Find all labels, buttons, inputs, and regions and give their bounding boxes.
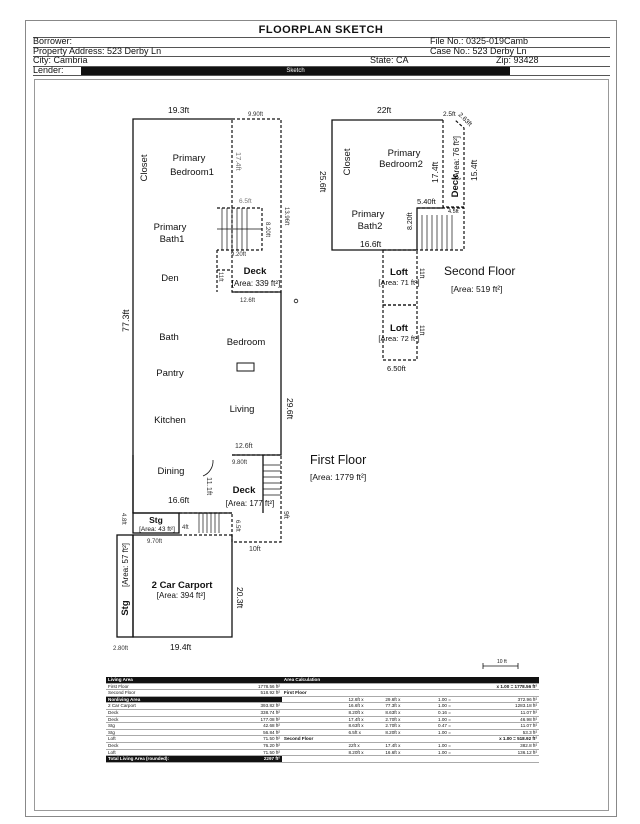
calc-cell-r1 bbox=[282, 683, 347, 690]
document-title: FLOORPLAN SKETCH bbox=[258, 24, 384, 36]
calc-cell-l1: Loft bbox=[106, 749, 232, 756]
calc-cell-r5: 1283.18 ft² bbox=[453, 703, 539, 710]
calc-row bbox=[106, 716, 539, 723]
calc-cell-l1: Deck bbox=[106, 742, 232, 749]
dim-ff-top: 19.3ft bbox=[168, 105, 190, 115]
room-loft-1: Loft bbox=[390, 267, 408, 278]
calc-cell-l1: Stg bbox=[106, 729, 232, 736]
dim-ff-203: 20.3ft bbox=[235, 587, 245, 609]
room-dining: Dining bbox=[157, 466, 185, 477]
calc-cell-r2: 22ft x bbox=[346, 742, 383, 749]
calc-cell-r4: 1.00 = bbox=[420, 696, 453, 703]
calc-row bbox=[106, 696, 539, 703]
borrower-label: Borrower: bbox=[33, 36, 73, 46]
calc-cell-l1: Deck bbox=[106, 709, 232, 716]
calc-cell-r3: 8.63ft x bbox=[383, 709, 420, 716]
calc-cell-r3 bbox=[383, 683, 420, 690]
calc-cell-r2 bbox=[346, 736, 383, 743]
room-den: Den bbox=[161, 273, 179, 284]
calc-body bbox=[106, 677, 539, 762]
calc-cell-l2: 177.08 ft² bbox=[232, 716, 282, 723]
room-closet-1: Closet bbox=[139, 154, 150, 182]
calc-cell-r1 bbox=[282, 723, 347, 730]
calc-cell-r3 bbox=[383, 690, 420, 697]
calc-row bbox=[106, 736, 539, 743]
calc-cell-r4: 1.00 = bbox=[420, 716, 453, 723]
dim-ff-820: 8.20ft bbox=[264, 222, 270, 238]
calc-cell-r4: 0.16 = bbox=[420, 709, 453, 716]
dim-ff-11: 11ft bbox=[217, 272, 223, 282]
calc-cell-r2 bbox=[346, 690, 383, 697]
dim-ff-65: 6.5ft bbox=[239, 198, 252, 205]
room-stg: Stg bbox=[149, 515, 163, 525]
calc-cell-l2 bbox=[232, 696, 282, 703]
file-no: File No.: 0325-019Camb bbox=[430, 36, 529, 46]
calc-cell-r1: Second Floor bbox=[282, 736, 347, 743]
dim-ff-920: 9.20ft bbox=[231, 252, 247, 258]
calc-cell-r2 bbox=[346, 756, 383, 763]
dim-ff-1396: 13.96ft bbox=[283, 207, 289, 226]
scale-label: 10 ft bbox=[497, 659, 507, 665]
calc-row bbox=[106, 703, 539, 710]
calc-row bbox=[106, 729, 539, 736]
dim-sf-166: 16.6ft bbox=[360, 239, 382, 249]
calc-cell-r4 bbox=[420, 683, 453, 690]
first-floor-wall-east bbox=[229, 292, 281, 455]
dim-sf-154: 15.4ft bbox=[469, 159, 479, 181]
calc-cell-r3: 17.4ft x bbox=[383, 742, 420, 749]
calc-row bbox=[106, 683, 539, 690]
calc-cell-l2: 1778.56 ft² bbox=[232, 683, 282, 690]
fixture-icon bbox=[237, 363, 254, 371]
calc-cell-l1: First Floor bbox=[106, 683, 232, 690]
stairs-first-upper bbox=[217, 208, 262, 250]
dim-ff-990: 9.90ft bbox=[248, 112, 264, 118]
calc-cell-r5: 382.8 ft² bbox=[453, 742, 539, 749]
calc-cell-r4 bbox=[420, 756, 453, 763]
calc-cell-r4: 1.00 = bbox=[420, 703, 453, 710]
calc-cell-l2: 338.74 ft² bbox=[232, 709, 282, 716]
calc-cell-r5: 46.98 ft² bbox=[453, 716, 539, 723]
room-sf-primary-bedroom-line2: Bedroom2 bbox=[379, 159, 423, 170]
zip: Zip: 93428 bbox=[496, 55, 539, 65]
room-kitchen: Kitchen bbox=[154, 415, 186, 426]
dim-sf-45: 4.5ft bbox=[448, 209, 459, 215]
calc-cell-r2: 12.6ft x bbox=[346, 696, 383, 703]
calc-cell-r5 bbox=[453, 690, 539, 697]
calc-cell-r5: x 1.00 = 518.92 ft² bbox=[453, 736, 539, 743]
dim-sf-650: 6.50ft bbox=[387, 364, 406, 373]
room-loft-2-area: [Area: 72 ft²] bbox=[378, 334, 420, 343]
calc-cell-r3: 2.70ft x bbox=[383, 723, 420, 730]
calc-cell-r2: 8.20ft x bbox=[346, 749, 383, 756]
room-primary-bath-line2: Bath1 bbox=[159, 234, 185, 245]
first-floor-area: [Area: 1779 ft²] bbox=[310, 472, 367, 482]
room-stg-2-area: [Area: 57 ft²] bbox=[121, 542, 130, 588]
room-deck-1-area: [Area: 339 ft²] bbox=[231, 279, 281, 288]
dim-sf-11b: 11ft bbox=[418, 325, 425, 336]
room-sf-deck-area: [Area: 76 ft²] bbox=[452, 135, 461, 181]
case-no: Case No.: 523 Derby Ln bbox=[430, 45, 527, 56]
calc-cell-l1: Loft bbox=[106, 736, 232, 743]
calc-cell-r3: 16.6ft x bbox=[383, 749, 420, 756]
room-primary-bath: Primary bbox=[153, 222, 187, 233]
calc-row bbox=[106, 690, 539, 697]
calc-cell-l2: 56.84 ft² bbox=[232, 729, 282, 736]
dim-ff-111: 11.1ft bbox=[205, 477, 214, 496]
calc-cell-r4: 1.00 = bbox=[420, 742, 453, 749]
dim-ff-65b: 6.5ft bbox=[234, 520, 240, 532]
dim-ff-174: 17.4ft bbox=[234, 152, 243, 171]
calc-right-header: Area Calculation bbox=[282, 677, 539, 683]
area-calculation-table bbox=[106, 677, 539, 763]
first-floor-label: First Floor bbox=[310, 453, 367, 467]
calc-cell-r5: 372.96 ft² bbox=[453, 696, 539, 703]
lender-label: Lender: bbox=[33, 64, 64, 75]
room-primary-bedroom-line2: Bedroom1 bbox=[170, 167, 214, 178]
dim-ff-166: 16.6ft bbox=[168, 495, 190, 505]
room-sf-primary-bath-line2: Bath2 bbox=[357, 221, 383, 232]
calc-row bbox=[106, 742, 539, 749]
room-sf-deck: Deck bbox=[450, 174, 461, 198]
calc-cell-l1: 2 Car Carport bbox=[106, 703, 232, 710]
calc-left-header: Living Area bbox=[106, 677, 282, 683]
marker-icon bbox=[294, 299, 298, 303]
calc-cell-r2: 6.5ft x bbox=[346, 729, 383, 736]
state: State: CA bbox=[370, 55, 409, 65]
calc-cell-l2: 393.82 ft² bbox=[232, 703, 282, 710]
dim-sf-11a: 11ft bbox=[418, 268, 425, 279]
calc-cell-r4: 1.00 = bbox=[420, 729, 453, 736]
dim-sf-25: 2.5ft bbox=[443, 111, 456, 118]
room-sf-closet: Closet bbox=[342, 148, 353, 176]
calc-cell-r2: 16.6ft x bbox=[346, 703, 383, 710]
property-address: Property Address: 523 Derby Ln bbox=[33, 45, 162, 56]
calc-cell-l2: 42.68 ft² bbox=[232, 723, 282, 730]
room-primary-bedroom: Primary bbox=[172, 153, 206, 164]
calc-cell-r5 bbox=[453, 756, 539, 763]
calc-cell-r3: 8.20ft x bbox=[383, 729, 420, 736]
sketch-bar: Sketch bbox=[81, 67, 510, 75]
dim-ff-4: 4ft bbox=[182, 525, 189, 531]
dim-ff-280: 2.80ft bbox=[113, 646, 129, 652]
calc-row bbox=[106, 723, 539, 730]
calc-cell-r3 bbox=[383, 736, 420, 743]
dim-ff-194: 19.4ft bbox=[170, 642, 192, 652]
calc-row bbox=[106, 709, 539, 716]
calc-cell-r3: 29.6ft x bbox=[383, 696, 420, 703]
dim-sf-left: 25.6ft bbox=[318, 171, 328, 193]
calc-cell-r3: 2.70ft x bbox=[383, 716, 420, 723]
calc-cell-r2: 8.63ft x bbox=[346, 723, 383, 730]
dim-sf-263: 2.63ft bbox=[456, 111, 474, 128]
second-floor-wall bbox=[332, 120, 443, 250]
calc-cell-r3: 77.3ft x bbox=[383, 703, 420, 710]
dim-ff-10: 10ft bbox=[249, 546, 261, 553]
calc-cell-l2: 71.50 ft² bbox=[232, 749, 282, 756]
calc-cell-r5: x 1.00 = 1778.56 ft² bbox=[453, 683, 539, 690]
room-living: Living bbox=[229, 404, 255, 415]
room-stg-area: [Area: 43 ft²] bbox=[139, 526, 175, 533]
room-sf-primary-bath: Primary bbox=[351, 209, 385, 220]
dim-ff-296: 29.6ft bbox=[285, 398, 295, 420]
calc-cell-r1 bbox=[282, 703, 347, 710]
calc-cell-l1: Nonliving Area bbox=[106, 696, 232, 703]
calc-cell-r1 bbox=[282, 742, 347, 749]
dim-sf-174: 17.4ft bbox=[430, 161, 440, 183]
calc-cell-r2: 8.20ft x bbox=[346, 709, 383, 716]
room-carport-area: [Area: 394 ft²] bbox=[156, 591, 206, 600]
calc-cell-r4 bbox=[420, 736, 453, 743]
calc-cell-r5: 11.07 ft² bbox=[453, 709, 539, 716]
dim-ff-left: 77.3ft bbox=[121, 309, 131, 332]
room-deck-2: Deck bbox=[232, 485, 256, 496]
room-bedroom: Bedroom bbox=[226, 337, 266, 348]
door-swing bbox=[203, 460, 213, 476]
dim-sf-820: 8.20ft bbox=[407, 212, 414, 230]
room-pantry: Pantry bbox=[156, 368, 184, 379]
calc-cell-l1: Deck bbox=[106, 716, 232, 723]
room-bath: Bath bbox=[159, 332, 179, 343]
room-deck-2-area: [Area: 177 ft²] bbox=[225, 499, 275, 508]
calc-cell-r1: First Floor bbox=[282, 690, 347, 697]
calc-cell-r2 bbox=[346, 683, 383, 690]
calc-cell-l2: 71.50 ft² bbox=[232, 736, 282, 743]
room-stg-2: Stg bbox=[120, 600, 131, 616]
calc-cell-l1: Second Floor bbox=[106, 690, 232, 697]
calc-cell-r4: 0.47 = bbox=[420, 723, 453, 730]
room-carport: 2 Car Carport bbox=[151, 580, 213, 591]
stairs-second bbox=[422, 215, 452, 250]
calc-cell-r1 bbox=[282, 716, 347, 723]
calc-cell-r4: 1.00 = bbox=[420, 749, 453, 756]
calc-cell-r1 bbox=[282, 729, 347, 736]
dim-ff-980: 9.80ft bbox=[232, 460, 248, 466]
calc-cell-r5: 11.07 ft² bbox=[453, 723, 539, 730]
calc-cell-r3 bbox=[383, 756, 420, 763]
calc-cell-r1 bbox=[282, 696, 347, 703]
room-loft-2: Loft bbox=[390, 323, 408, 334]
dim-ff-126b: 12.6ft bbox=[235, 443, 253, 450]
city: City: Cambria bbox=[33, 55, 88, 65]
room-loft-1-area: [Area: 71 ft²] bbox=[378, 278, 420, 287]
dim-sf-top: 22ft bbox=[377, 105, 392, 115]
calc-row bbox=[106, 756, 539, 763]
calc-cell-l1: Stg bbox=[106, 723, 232, 730]
calc-cell-l2: 2297 ft² bbox=[232, 756, 282, 763]
calc-cell-l2: 76.20 ft² bbox=[232, 742, 282, 749]
calc-cell-l1: Total Living Area (rounded): bbox=[106, 756, 232, 763]
calc-cell-r1 bbox=[282, 749, 347, 756]
calc-row bbox=[106, 749, 539, 756]
second-floor-label: Second Floor bbox=[444, 264, 516, 278]
dim-ff-126: 12.6ft bbox=[240, 298, 256, 304]
calc-cell-r1 bbox=[282, 756, 347, 763]
dim-ff-970: 9.70ft bbox=[147, 539, 163, 545]
calc-cell-l2: 518.92 ft² bbox=[232, 690, 282, 697]
dim-sf-540: 5.40ft bbox=[417, 197, 436, 206]
calc-cell-r1 bbox=[282, 709, 347, 716]
calc-cell-r4 bbox=[420, 690, 453, 697]
dim-ff-48: 4.8ft bbox=[120, 513, 126, 525]
dim-ff-9: 9ft bbox=[282, 511, 289, 519]
room-sf-primary-bedroom: Primary bbox=[387, 148, 421, 159]
second-floor-area: [Area: 519 ft²] bbox=[451, 284, 503, 294]
calc-cell-r5: 53.3 ft² bbox=[453, 729, 539, 736]
calc-cell-r2: 17.4ft x bbox=[346, 716, 383, 723]
room-deck-1: Deck bbox=[243, 266, 267, 277]
calc-cell-r5: 136.12 ft² bbox=[453, 749, 539, 756]
